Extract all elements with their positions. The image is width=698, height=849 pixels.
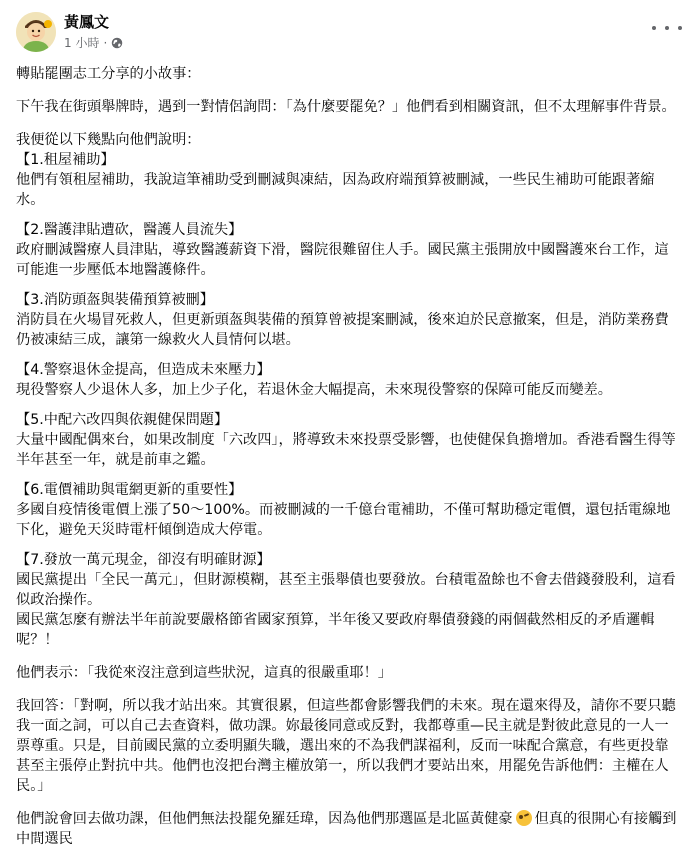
post-paragraph: 政府刪減醫療人員津貼，導致醫護薪資下滑，醫院很難留住人手。國民黨主張開放中國醫護來台工作，這可能進一步壓低本地醫護條件。: [16, 242, 669, 278]
more-dot: [678, 26, 682, 30]
more-options-icon[interactable]: [652, 18, 682, 38]
author-avatar[interactable]: [16, 12, 56, 52]
section-heading: 【5.中配六改四與依親健保問題】: [16, 412, 229, 428]
avatar-illustration: [16, 12, 56, 52]
more-dot: [665, 26, 669, 30]
post-paragraph: 消防員在火場冒死救人，但更新頭盔與裝備的預算曾被提案刪減，後來迫於民意撤案，但是，消防業務費仍被凍結三成，讓第一線救火人員情何以堪。: [16, 312, 669, 348]
section-heading: 【2.醫護津貼遭砍，醫護人員流失】: [16, 222, 243, 238]
author-name[interactable]: 黃鳳文: [64, 13, 110, 31]
more-dot: [652, 26, 656, 30]
globe-icon[interactable]: [111, 37, 123, 49]
post-header: [16, 12, 682, 64]
post-paragraph: 下午我在街頭舉牌時，遇到一對情侶詢問：「為什麼要罷免？」他們看到相關資訊，但不太理解事件背景。: [16, 99, 676, 115]
grimacing-face-emoji: [516, 810, 532, 826]
section-heading: 【1.租屋補助】: [16, 152, 115, 168]
separator-dot: ·: [103, 36, 108, 50]
post-paragraph: 他們表示：「我從來沒注意到這些狀況，這真的很嚴重耶！」: [16, 665, 392, 681]
post-meta: [64, 12, 123, 52]
final-text-before-emoji: 他們說會回去做功課，但他們無法投罷免羅廷瑋，因為他們那選區是北區黃健豪: [16, 811, 513, 827]
post-paragraph: 轉貼罷團志工分享的小故事：: [16, 66, 201, 82]
post-paragraph-final: [16, 809, 682, 849]
section-heading: 【6.電價補助與電網更新的重要性】: [16, 482, 243, 498]
post-paragraph: 國民黨提出「全民一萬元」，但財源模糊，甚至主張舉債也要發放。台積電盈餘也不會去借錢發股利，這看似政治操作。: [16, 572, 676, 608]
section-heading: 【7.發放一萬元現金，卻沒有明確財源】: [16, 552, 271, 568]
final-text-after-emoji: 但真的很開心有接觸到中間選民: [16, 811, 677, 847]
section-heading: 【4.警察退休金提高，但造成未來壓力】: [16, 362, 271, 378]
post-paragraph: 國民黨怎麼有辦法半年前說要嚴格節省國家預算，半年後又要政府舉債發錢的兩個截然相反的矛盾邏輯呢？！: [16, 612, 655, 648]
post-subline: [64, 34, 123, 52]
post-paragraph: 現役警察人少退休人多，加上少子化，若退休金大幅提高，未來現役警察的保障可能反而變差。: [16, 382, 612, 398]
post-paragraph: 他們有領租屋補助，我說這筆補助受到刪減與凍結，因為政府端預算被刪減，一些民生補助可能跟著縮水。: [16, 172, 655, 208]
post-time[interactable]: 1 小時: [64, 36, 100, 50]
section-heading: 【3.消防頭盔與裝備預算被刪】: [16, 292, 214, 308]
post-body: [16, 64, 682, 849]
post-paragraph: 多國自疫情後電價上漲了50～100%。而被刪減的一千億台電補助，不僅可幫助穩定電價，還包括電線地下化，避免天災時電杆傾倒造成大停電。: [16, 502, 671, 538]
post-paragraph: 大量中國配偶來台，如果改制度「六改四」，將導致未來投票受影響，也使健保負擔增加。香港看醫生得等半年甚至一年，就是前車之鑑。: [16, 432, 676, 468]
post-paragraph: 我回答：「對啊，所以我才站出來。其實很累，但這些都會影響我們的未來。現在還來得及，請你不要只聽我一面之詞，可以自己去查資料，做功課。妳最後同意或反對，我都尊重—民主就是對彼此意見的一人一票尊重。只是，目前國民黨的立委明顯失職，選出來的不為我們謀福利，反而一味配合黨意，有些更投靠甚至主張停止對抗中共。他們也沒把台灣主權放第一，所以我們才要站出來，用罷免告訴他們：主權在人民。」: [16, 698, 676, 794]
post-paragraph: 我便從以下幾點向他們說明：: [16, 132, 201, 148]
